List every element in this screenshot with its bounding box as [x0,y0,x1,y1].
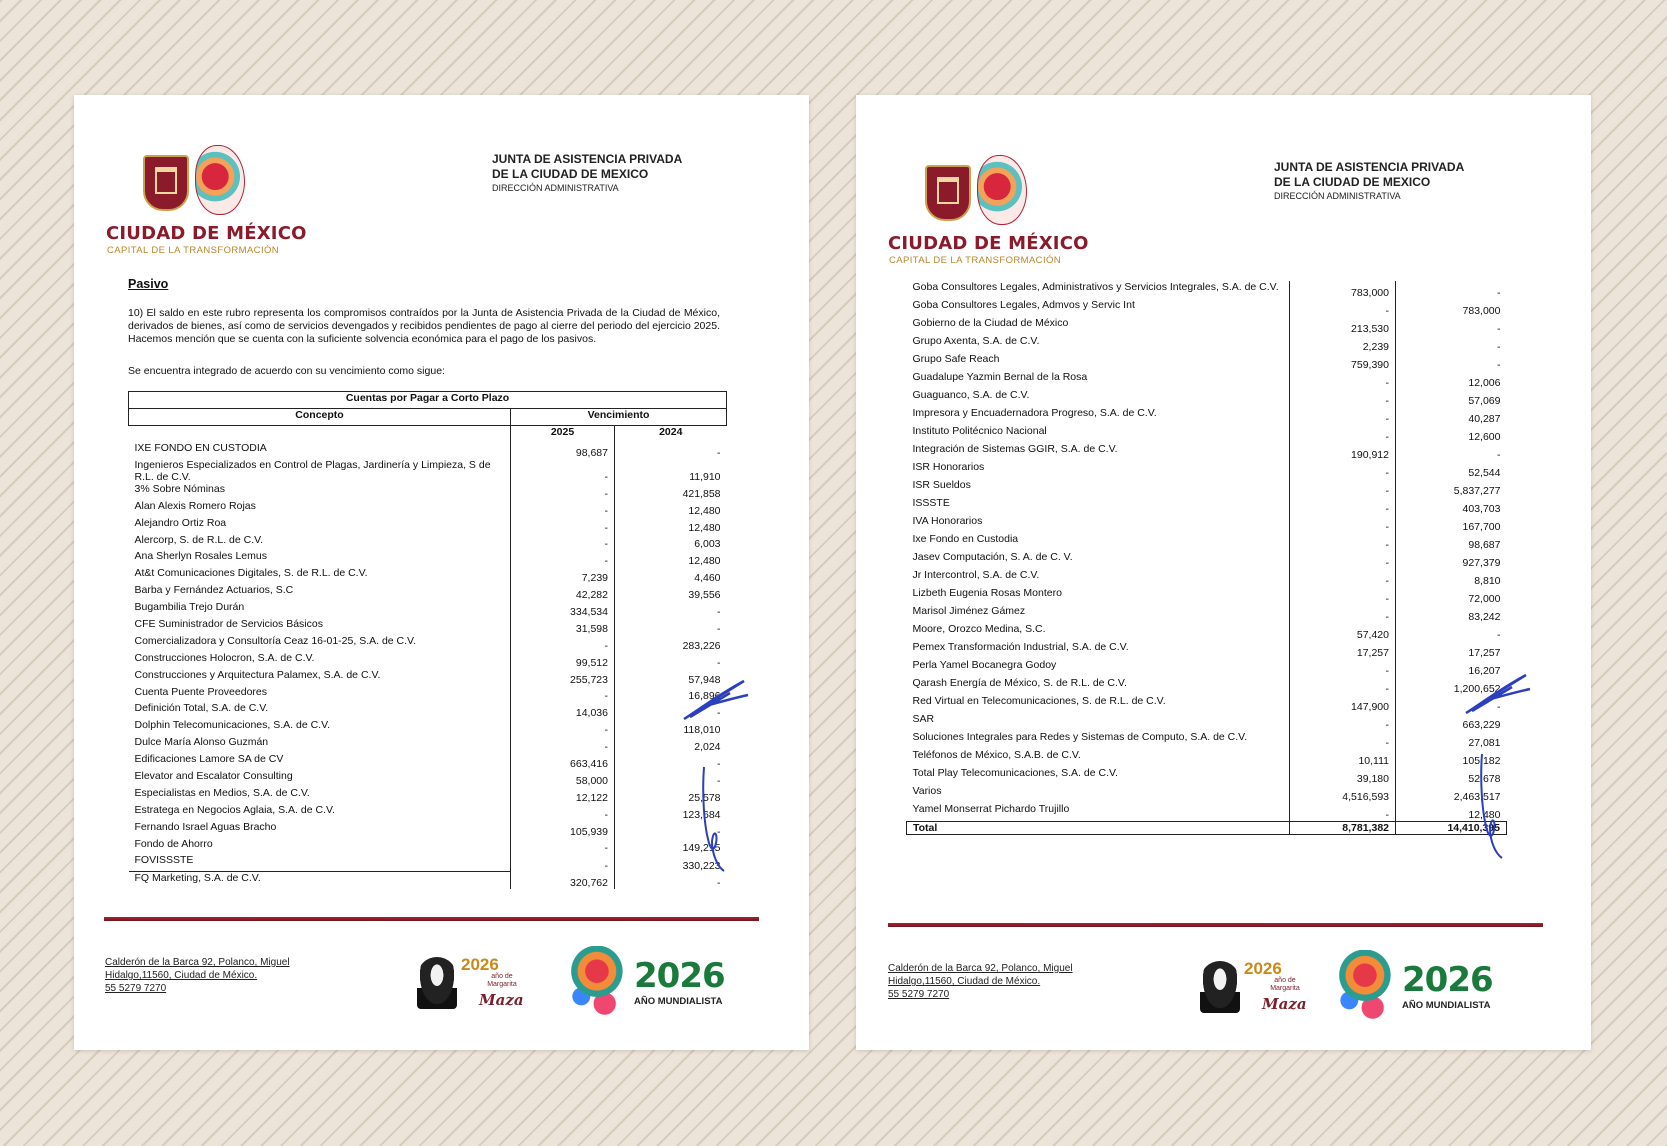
row-value-2024: - [615,702,727,719]
row-value-2024: 8,810 [1396,569,1507,587]
phone-number: 55 5279 7270 [105,983,167,994]
row-value-2025: - [511,804,615,821]
row-value-2025: 99,512 [511,652,615,669]
row-value-2025: 58,000 [511,770,615,787]
table-row [129,635,727,652]
row-value-2024: 167,700 [1396,515,1507,533]
table-row [129,854,727,871]
row-concept: Construcciones y Arquitectura Palamex, S.A. de C.V. [134,668,381,681]
row-concept: Guadalupe Yazmin Bernal de la Rosa [912,371,1088,383]
row-value-2024: 98,687 [1396,533,1507,551]
row-value-2025: 17,257 [1290,641,1396,659]
table-row [907,569,1507,587]
table-row [907,731,1507,749]
table-row [907,515,1507,533]
table-row [907,407,1507,425]
row-value-2025: - [511,459,615,483]
address-line-2: Hidalgo,11560, Ciudad de México. [105,970,258,981]
table-row [907,425,1507,443]
mundial-caption: AÑO MUNDIALISTA [634,996,723,1007]
row-concept: SAR [912,713,935,725]
agency-department: DIRECCIÓN ADMINISTRATIVA [1274,191,1401,201]
row-value-2024: 52,544 [1396,461,1507,479]
row-concept: Instituto Politécnico Nacional [912,425,1047,437]
table-row [129,483,727,500]
row-concept: Estratega en Negocios Aglaia, S.A. de C.V. [134,803,335,816]
row-value-2025: - [1290,731,1396,749]
table-row [907,389,1507,407]
row-value-2024: 2,463,517 [1396,785,1507,803]
table-row [129,872,727,889]
row-concept: Teléfonos de México, S.A.B. de C.V. [912,749,1081,761]
row-value-2024: 25,578 [615,787,727,804]
section-paragraph: 10) El saldo en este rubro representa los compromisos contraídos por la Junta de Asistencia Privada de la Ciudad de México, derivados de bienes, así como de servicios devengados y recibidos pendientes de pago al cierre del periodo del ejercicio 2025. Hacemos mención que se cuenta con la suficiente solvencia económica para el pago de los pasivos. [128,307,720,345]
table-row [129,550,727,567]
row-value-2025: 14,036 [511,702,615,719]
row-value-2024: 4,460 [615,567,727,584]
row-value-2025: - [511,483,615,500]
portrait-icon [417,957,457,1009]
table-row [907,479,1507,497]
payables-table [128,391,727,889]
handwritten-signature [1476,750,1512,860]
document-page-1 [74,95,809,1050]
row-value-2024: 105,182 [1396,749,1507,767]
row-value-2025: 663,416 [511,753,615,770]
row-value-2024: 6,003 [615,534,727,551]
mundial-year: 2026 [634,956,725,996]
row-value-2024: 783,000 [1396,299,1507,317]
row-concept: IXE FONDO EN CUSTODIA [134,442,267,454]
row-value-2024: 927,379 [1396,551,1507,569]
row-value-2025: 320,762 [511,872,615,889]
row-value-2025: - [1290,515,1396,533]
row-value-2024: - [1396,353,1507,371]
total-2024: 14,410,395 [1396,822,1507,835]
row-value-2025: - [1290,371,1396,389]
table-row [129,601,727,618]
table-row [129,719,727,736]
table-row [907,785,1507,803]
row-value-2025: 57,420 [1290,623,1396,641]
maza-caption: año de Margarita [487,973,517,988]
row-concept: Construcciones Holocron, S.A. de C.V. [134,651,315,664]
table-row [129,804,727,821]
maza-name: Maza [1262,995,1307,1013]
row-value-2024: - [615,770,727,787]
margarita-maza-emblem [1200,957,1310,1019]
row-value-2025: - [511,736,615,753]
row-value-2024: 12,006 [1396,371,1507,389]
row-value-2025: - [1290,389,1396,407]
row-concept: FOVISSSTE [134,854,194,867]
row-value-2025: 39,180 [1290,767,1396,785]
row-concept: Alan Alexis Romero Rojas [134,499,256,512]
row-value-2024: - [1396,317,1507,335]
row-concept: Fernando Israel Aguas Bracho [134,820,277,833]
row-concept: Total Play Telecomunicaciones, S.A. de C.V. [912,767,1118,779]
agency-name-line2: DE LA CIUDAD DE MEXICO [1274,175,1431,189]
maza-caption: año de Margarita [1270,977,1300,992]
row-value-2025: - [1290,299,1396,317]
row-value-2025: - [1290,803,1396,822]
row-concept: Red Virtual en Telecomunicaciones, S. de R.L. de C.V. [912,695,1166,707]
concept-header-spacer [129,426,511,443]
footer-divider [888,923,1543,927]
margarita-maza-emblem [417,953,527,1015]
table-row [907,353,1507,371]
row-concept: Impresora y Encuadernadora Progreso, S.A. de C.V. [912,407,1157,419]
row-concept: Dulce María Alonso Guzmán [134,736,269,749]
footer-address [105,956,290,995]
row-value-2025: - [1290,407,1396,425]
row-concept: Grupo Axenta, S.A. de C.V. [912,335,1040,347]
table-row [907,443,1507,461]
row-value-2025: - [1290,551,1396,569]
table-row [907,533,1507,551]
row-value-2024: - [1396,281,1507,299]
due-header: Vencimiento [511,409,727,426]
row-value-2024: 57,948 [615,669,727,686]
row-value-2024: - [615,442,727,459]
row-value-2024: 16,896 [615,686,727,703]
row-value-2025: 4,516,593 [1290,785,1396,803]
row-value-2025: - [1290,425,1396,443]
handwritten-signature [698,763,734,873]
table-row [129,618,727,635]
year-2025-header: 2025 [511,426,615,443]
cdmx-logo [106,145,307,260]
table-row [129,534,727,551]
row-concept: ISR Sueldos [912,479,971,491]
row-value-2024: 12,600 [1396,425,1507,443]
phone-number: 55 5279 7270 [888,989,950,1000]
row-concept: Goba Consultores Legales, Administrativos y Servicios Integrales, S.A. de C.V. [912,281,1279,293]
row-value-2024: 123,684 [615,804,727,821]
row-value-2025: 10,111 [1290,749,1396,767]
brand-subtitle: CAPITAL DE LA TRANSFORMACIÓN [107,245,280,256]
mundial-emblem [1322,950,1502,1022]
total-2025: 8,781,382 [1290,822,1396,835]
row-value-2025: 190,912 [1290,443,1396,461]
row-value-2024: 52,678 [1396,767,1507,785]
row-value-2025: - [1290,605,1396,623]
row-concept: Soluciones Integrales para Redes y Sistemas de Computo, S.A. de C.V. [912,731,1248,743]
coat-of-arms-icon [143,155,189,211]
row-concept: Cuenta Puente Proveedores [134,685,268,698]
row-value-2024: 12,480 [615,500,727,517]
table-row [907,659,1507,677]
row-concept: Bugambilia Trejo Durán [134,601,245,614]
row-value-2025: - [511,517,615,534]
row-concept: IVA Honorarios [912,515,983,527]
row-value-2025: 147,900 [1290,695,1396,713]
table-row [129,736,727,753]
table-row [907,371,1507,389]
address-line-1: Calderón de la Barca 92, Polanco, Miguel [888,963,1073,974]
mascot-icon [1322,950,1400,1022]
row-concept: Dolphin Telecomunicaciones, S.A. de C.V. [134,719,331,732]
row-value-2024: - [1396,443,1507,461]
footer-address [888,962,1073,1001]
row-concept: Perla Yamel Bocanegra Godoy [912,659,1057,671]
row-concept: Alercorp, S. de R.L. de C.V. [134,533,264,546]
table-row [129,567,727,584]
table-row [129,770,727,787]
row-value-2024: 330,223 [615,854,727,871]
row-value-2024: 663,229 [1396,713,1507,731]
row-value-2025: 12,122 [511,787,615,804]
row-value-2025: 7,239 [511,567,615,584]
row-value-2024: 40,287 [1396,407,1507,425]
row-value-2025: - [511,500,615,517]
row-value-2024: 12,480 [615,517,727,534]
row-concept: At&t Comunicaciones Digitales, S. de R.L. de C.V. [134,567,368,580]
row-value-2025: - [1290,479,1396,497]
row-value-2024: 5,837,277 [1396,479,1507,497]
table-row [907,587,1507,605]
agency-department: DIRECCIÓN ADMINISTRATIVA [492,183,619,193]
year-2024-header: 2024 [615,426,727,443]
row-value-2025: - [1290,659,1396,677]
row-concept: Goba Consultores Legales, Admvos y Servic Int [912,299,1135,311]
table-row [129,442,727,459]
row-value-2025: - [511,719,615,736]
table-row [907,677,1507,695]
row-value-2024: - [1396,335,1507,353]
row-value-2024: 283,226 [615,635,727,652]
table-row [129,838,727,855]
row-value-2025: 42,282 [511,584,615,601]
maza-year: 2026 [1244,959,1282,978]
brand-title: CIUDAD DE MÉXICO [106,223,307,244]
row-concept: Barba y Fernández Actuarios, S.C [134,584,294,597]
agency-name-line1: JUNTA DE ASISTENCIA PRIVADA [1274,160,1465,174]
row-value-2024: - [615,618,727,635]
table-row [129,686,727,703]
row-value-2024: - [615,753,727,770]
row-concept: Especialistas en Medios, S.A. de C.V. [134,786,310,799]
row-concept: ISSSTE [912,497,950,509]
row-value-2025: 98,687 [511,442,615,459]
row-value-2025: 2,239 [1290,335,1396,353]
row-value-2024: - [615,872,727,889]
row-value-2024: 2,024 [615,736,727,753]
row-value-2025: 759,390 [1290,353,1396,371]
agency-name-line1: JUNTA DE ASISTENCIA PRIVADA [492,152,683,166]
table-row [907,551,1507,569]
row-value-2024: - [615,601,727,618]
row-concept: Guaguanco, S.A. de C.V. [912,389,1030,401]
coat-of-arms-icon [925,165,971,221]
row-value-2025: 334,534 [511,601,615,618]
row-value-2024: - [1396,695,1507,713]
row-value-2025: - [511,534,615,551]
row-value-2024: 403,703 [1396,497,1507,515]
row-concept: Ingenieros Especializados en Control de Plagas, Jardinería y Limpieza, S de R.L. de C.V. [134,458,491,483]
cdmx-map-icon [195,145,245,215]
agency-header [492,152,682,193]
row-value-2025: 255,723 [511,669,615,686]
row-concept: 3% Sobre Nóminas [134,482,225,495]
concept-header: Concepto [129,409,511,426]
table-row [907,641,1507,659]
table-row [907,713,1507,731]
mascot-icon [554,946,632,1018]
total-label: Total [907,822,1290,835]
table-row [907,623,1507,641]
row-value-2025: 783,000 [1290,281,1396,299]
row-concept: ISR Honorarios [912,461,985,473]
table-row [907,299,1507,317]
row-concept: Elevator and Escalator Consulting [134,770,293,783]
cdmx-map-icon [977,155,1027,225]
table-row [907,767,1507,785]
table-row [129,652,727,669]
address-line-2: Hidalgo,11560, Ciudad de México. [888,976,1041,987]
table-row [907,605,1507,623]
row-value-2025: - [1290,713,1396,731]
table-row [129,500,727,517]
row-value-2025: - [511,854,615,871]
row-concept: Integración de Sistemas GGIR, S.A. de C.V. [912,443,1118,455]
row-value-2024: 1,200,652 [1396,677,1507,695]
table-row [129,702,727,719]
maza-year: 2026 [461,955,499,974]
row-value-2025: - [1290,677,1396,695]
row-concept: Jr Intercontrol, S.A. de C.V. [912,569,1040,581]
row-concept: Pemex Transformación Industrial, S.A. de C.V. [912,641,1129,653]
row-concept: Moore, Orozco Medina, S.C. [912,623,1046,635]
total-row [907,822,1507,835]
initials-signature [682,673,752,723]
row-value-2025: 31,598 [511,618,615,635]
row-value-2024: 421,858 [615,483,727,500]
row-value-2024: 83,242 [1396,605,1507,623]
footer-divider [104,917,759,921]
row-value-2024: 39,556 [615,584,727,601]
row-concept: Ixe Fondo en Custodia [912,533,1019,545]
brand-title: CIUDAD DE MÉXICO [888,233,1089,254]
row-value-2025: - [1290,587,1396,605]
row-value-2025: - [511,686,615,703]
agency-header [1274,160,1464,201]
portrait-icon [1200,961,1240,1013]
row-concept: Definición Total, S.A. de C.V. [134,702,269,715]
mundial-emblem [554,946,734,1018]
row-value-2024: 12,480 [1396,803,1507,822]
mundial-year: 2026 [1402,960,1493,1000]
brand-subtitle: CAPITAL DE LA TRANSFORMACIÓN [889,255,1062,266]
table-row [129,669,727,686]
table-row [129,787,727,804]
table-intro: Se encuentra integrado de acuerdo con su vencimiento como sigue: [128,365,445,377]
address-line-1: Calderón de la Barca 92, Polanco, Miguel [105,957,290,968]
row-concept: Ana Sherlyn Rosales Lemus [134,550,267,563]
section-title: Pasivo [128,277,169,291]
row-value-2024: - [1396,623,1507,641]
cdmx-logo [888,155,1089,270]
row-value-2024: 27,081 [1396,731,1507,749]
row-value-2024: - [615,821,727,838]
table-row [907,335,1507,353]
table-row [907,803,1507,822]
row-concept: Jasev Computación, S. A. de C. V. [912,551,1073,563]
row-concept: Alejandro Ortiz Roa [134,516,227,529]
row-concept: Qarash Energía de México, S. de R.L. de C.V. [912,677,1127,689]
row-concept: Marisol Jiménez Gámez [912,605,1026,617]
row-value-2024: 17,257 [1396,641,1507,659]
table-row [907,281,1507,299]
row-concept: Gobierno de la Ciudad de México [912,317,1069,329]
table-row [907,695,1507,713]
row-concept: Yamel Monserrat Pichardo Trujillo [912,803,1070,815]
row-value-2025: - [511,550,615,567]
document-page-2 [856,95,1591,1050]
initials-signature [1464,667,1534,717]
table-row [129,517,727,534]
table-row [907,749,1507,767]
row-value-2024: 16,207 [1396,659,1507,677]
agency-name-line2: DE LA CIUDAD DE MEXICO [492,167,649,181]
row-value-2025: 213,530 [1290,317,1396,335]
row-value-2025: - [1290,569,1396,587]
row-concept: Comercializadora y Consultoría Ceaz 16-01-25, S.A. de C.V. [134,634,417,647]
row-value-2024: 118,010 [615,719,727,736]
row-concept: Varios [912,785,942,797]
table-row [129,584,727,601]
row-value-2024: 57,069 [1396,389,1507,407]
row-value-2025: - [1290,461,1396,479]
table-row [129,753,727,770]
table-row [907,317,1507,335]
table-row [129,821,727,838]
row-concept: Lizbeth Eugenia Rosas Montero [912,587,1062,599]
row-value-2025: 105,939 [511,821,615,838]
row-value-2024: 72,000 [1396,587,1507,605]
row-value-2024: 149,215 [615,838,727,855]
row-value-2025: - [511,838,615,855]
row-value-2025: - [1290,497,1396,515]
row-value-2024: 11,910 [615,459,727,483]
mundial-caption: AÑO MUNDIALISTA [1402,1000,1491,1011]
payables-table-continued [906,281,1507,835]
table-row [907,497,1507,515]
row-value-2024: 12,480 [615,550,727,567]
maza-name: Maza [479,991,524,1009]
table-title: Cuentas por Pagar a Corto Plazo [129,392,727,409]
row-value-2025: - [1290,533,1396,551]
row-concept: Fondo de Ahorro [134,837,213,850]
row-concept: FQ Marketing, S.A. de C.V. [129,872,511,889]
row-concept: Grupo Safe Reach [912,353,1000,365]
table-row [129,459,727,483]
row-concept: Edificaciones Lamore SA de CV [134,753,284,766]
row-concept: CFE Suministrador de Servicios Básicos [134,618,323,631]
table-row [907,461,1507,479]
row-value-2025: - [511,635,615,652]
row-value-2024: - [615,652,727,669]
